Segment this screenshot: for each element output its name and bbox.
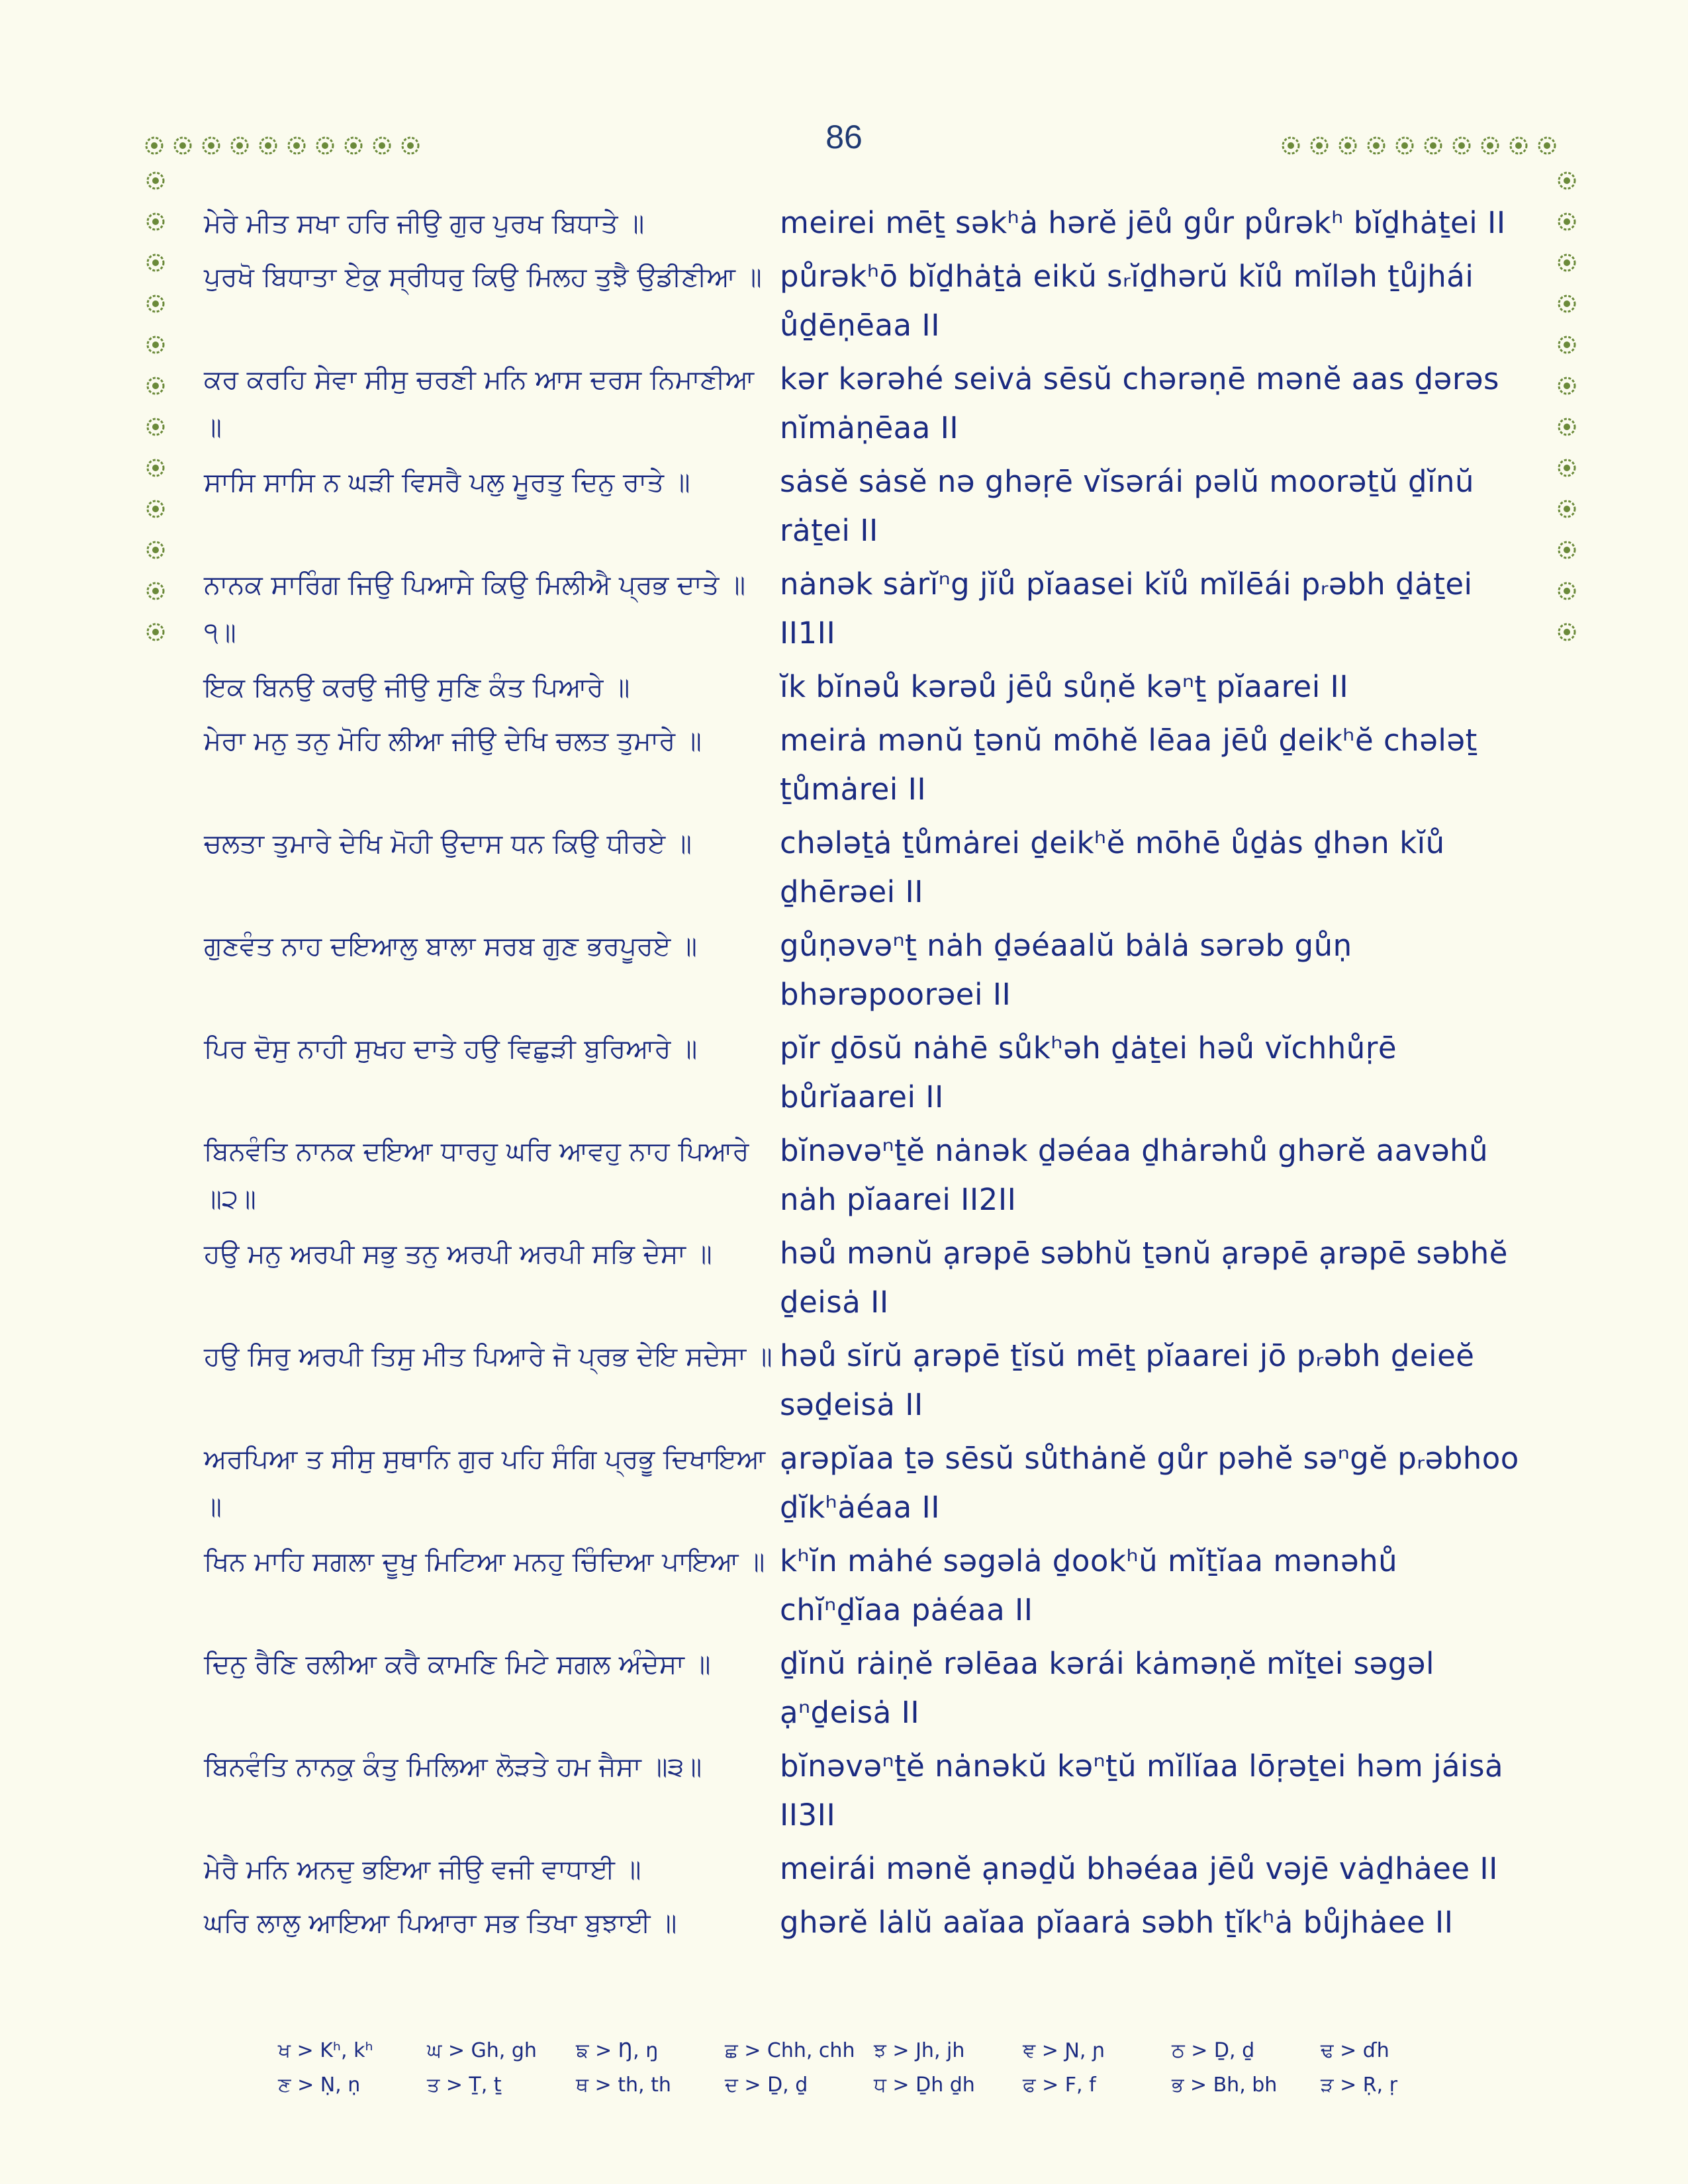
legend-item: ਘ > Gh, gh	[427, 2038, 537, 2062]
transliteration-line: ḏĭnŭ rȧiṇĕ rəlēaa kərái kȧməṇĕ mĭṯei səgəl ạⁿḏeisȧ II	[780, 1646, 1434, 1730]
page-number: 86	[825, 118, 863, 156]
transliteration-line: bĭnəvəⁿṯĕ nȧnəkŭ kəⁿṯŭ mĭlĭaa lōṛəṯei həm jáisȧ II3II	[780, 1749, 1504, 1833]
transliteration-line: bĭnəvəⁿṯĕ nȧnək ḏəéaa ḏhȧrəhů ghərĕ aavəhů nȧh pĭaarei II2II	[780, 1133, 1489, 1217]
legend-item: ਣ > Ṇ, ṇ	[278, 2073, 361, 2097]
flower-icon	[1366, 136, 1386, 156]
flower-icon	[1309, 136, 1329, 156]
legend-item: ਤ > Ṯ, ṯ	[427, 2073, 502, 2097]
verse-row	[204, 1639, 1521, 1737]
transliteration-line: sȧsĕ sȧsĕ nə ghəṛē vĭsərái pəlŭ moorəṯŭ ḏĭnŭ rȧṯei II	[780, 464, 1475, 548]
verse-row	[204, 1229, 1521, 1327]
flower-icon	[1557, 376, 1577, 396]
flower-icon	[146, 335, 165, 355]
flower-icon	[315, 136, 335, 156]
flower-icon	[1452, 136, 1472, 156]
flower-icon	[1557, 458, 1577, 478]
legend-item: ਝ > Jh, jh	[874, 2038, 965, 2062]
flower-icon	[146, 171, 165, 191]
verse-list	[204, 199, 1521, 1952]
verse-row	[204, 1126, 1521, 1224]
verse-row	[204, 355, 1521, 453]
flower-icon	[1557, 171, 1577, 191]
flower-icon	[1557, 294, 1577, 314]
flower-icon	[146, 540, 165, 560]
flower-icon	[1557, 212, 1577, 232]
flower-icon	[1557, 335, 1577, 355]
flower-icon	[1509, 136, 1528, 156]
gurmukhi-line: ਮੇਰਾ ਮਨੁ ਤਨੁ ਮੋਹਿ ਲੀਆ ਜੀਉ ਦੇਖਿ ਚਲਤ ਤੁਮਾਰੇ ॥	[204, 726, 702, 756]
verse-row	[204, 199, 1521, 248]
gurmukhi-line: ਦਿਨੁ ਰੈਣਿ ਰਲੀਆ ਕਰੈ ਕਾਮਣਿ ਮਿਟੇ ਸਗਲ ਅੰਦੇਸਾ ॥	[204, 1649, 711, 1680]
legend-item: ਥ > th, th	[576, 2073, 671, 2097]
transliteration-line: ạrəpĭaa ṯə sēsŭ sůthȧnĕ gůr pəhĕ səⁿgĕ pᵣəbhoo ḏĭkʰȧéaa II	[780, 1441, 1519, 1525]
verse-row	[204, 819, 1521, 917]
gurmukhi-line: ਪਿਰ ਦੋਸੁ ਨਾਹੀ ਸੁਖਹ ਦਾਤੇ ਹਉ ਵਿਛੁੜੀ ਬੁਰਿਆਰੇ ॥	[204, 1034, 698, 1064]
legend-item: ੜ > Ṛ, ṛ	[1321, 2073, 1398, 2097]
legend-row	[278, 2068, 1470, 2102]
legend-item: ਛ > Chh, chh	[725, 2038, 855, 2062]
legend-item: ਖ > Kʰ, kʰ	[278, 2038, 373, 2062]
flower-border-right	[1557, 171, 1577, 642]
verse-row	[204, 1844, 1521, 1893]
verse-row	[204, 921, 1521, 1019]
gurmukhi-line: ਕਰ ਕਰਹਿ ਸੇਵਾ ਸੀਸੁ ਚਰਣੀ ਮਨਿ ਆਸ ਦਰਸ ਨਿਮਾਣੀਆ ॥	[204, 365, 755, 443]
verse-row	[204, 716, 1521, 814]
transliteration-line: nȧnək sȧrĭⁿg jĭů pĭaasei kĭů mĭlēái pᵣəbh ḏȧṯei II1II	[780, 567, 1473, 651]
flower-icon	[144, 136, 164, 156]
gurmukhi-line: ਨਾਨਕ ਸਾਰਿੰਗ ਜਿਉ ਪਿਆਸੇ ਕਿਉ ਮਿਲੀਐ ਪ੍ਰਭ ਦਾਤੇ ॥੧॥	[204, 570, 746, 648]
legend-item: ਞ > Ɲ, ɲ	[1023, 2038, 1105, 2062]
flower-border-top-left	[144, 136, 420, 156]
transliteration-line: meirȧ mənŭ ṯənŭ mōhĕ lēaa jēů ḏeikʰĕ chələṯ ṯůmȧrei II	[780, 723, 1477, 807]
flower-icon	[372, 136, 392, 156]
flower-icon	[1537, 136, 1557, 156]
flower-icon	[1557, 253, 1577, 273]
legend-item: ਭ > Bh, bh	[1172, 2073, 1278, 2097]
verse-row	[204, 1742, 1521, 1840]
gurmukhi-line: ਸਾਸਿ ਸਾਸਿ ਨ ਘੜੀ ਵਿਸਰੈ ਪਲੁ ਮੂਰਤੁ ਦਿਨੁ ਰਾਤੇ ॥	[204, 467, 690, 498]
flower-icon	[1557, 581, 1577, 601]
verse-row	[204, 662, 1521, 711]
flower-icon	[1557, 540, 1577, 560]
verse-row	[204, 560, 1521, 658]
flower-icon	[173, 136, 193, 156]
gurmukhi-line: ਇਕ ਬਿਨਉ ਕਰਉ ਜੀਉ ਸੁਣਿ ਕੰਤ ਪਿਆਰੇ ॥	[204, 672, 630, 703]
legend-row	[278, 2033, 1470, 2068]
verse-row	[204, 1024, 1521, 1122]
legend-item: ਢ > ɗh	[1321, 2038, 1389, 2062]
gurmukhi-line: ਘਰਿ ਲਾਲੁ ਆਇਆ ਪਿਆਰਾ ਸਭ ਤਿਖਾ ਬੁਝਾਈ ॥	[204, 1908, 677, 1938]
transliteration-line: kʰĭn mȧhé səgəlȧ ḏookʰŭ mĭṯĭaa mənəhů chĭⁿḏĭaa pȧéaa II	[780, 1543, 1398, 1627]
transliteration-line: həů sĭrŭ ạrəpē ṯĭsŭ mēṯ pĭaarei jō pᵣəbh ḏeieĕ səḏeisȧ II	[780, 1338, 1475, 1422]
verse-row	[204, 457, 1521, 555]
flower-border-top-right	[1281, 136, 1557, 156]
gurmukhi-line: ਹਉ ਸਿਰੁ ਅਰਪੀ ਤਿਸੁ ਮੀਤ ਪਿਆਰੇ ਜੋ ਪ੍ਰਭ ਦੇਇ ਸਦੇਸਾ ॥	[204, 1342, 773, 1372]
flower-icon	[344, 136, 363, 156]
gurmukhi-line: ਮੇਰੇ ਮੀਤ ਸਖਾ ਹਰਿ ਜੀਉ ਗੁਰ ਪੁਰਖ ਬਿਧਾਤੇ ॥	[204, 208, 645, 239]
verse-row	[204, 1537, 1521, 1635]
flower-border-left	[146, 171, 165, 642]
transliteration-line: meirei mēṯ səkʰȧ hərĕ jēů gůr půrəkʰ bĭḏhȧṯei II	[780, 205, 1506, 240]
flower-icon	[1557, 499, 1577, 519]
gurmukhi-line: ਮੇਰੈ ਮਨਿ ਅਨਦੁ ਭਇਆ ਜੀਉ ਵਜੀ ਵਾਧਾਈ ॥	[204, 1854, 641, 1885]
flower-icon	[146, 253, 165, 273]
gurmukhi-line: ਹਉ ਮਨੁ ਅਰਪੀ ਸਭੁ ਤਨੁ ਅਰਪੀ ਅਰਪੀ ਸਭਿ ਦੇਸਾ ॥	[204, 1239, 712, 1269]
legend-item: ਫ > F, f	[1023, 2073, 1096, 2097]
verse-row	[204, 1332, 1521, 1430]
flower-icon	[146, 581, 165, 601]
verse-row	[204, 1898, 1521, 1947]
gurmukhi-line: ਅਰਪਿਆ ਤ ਸੀਸੁ ਸੁਥਾਨਿ ਗੁਰ ਪਹਿ ਸੰਗਿ ਪ੍ਰਭੂ ਦਿਖਾਇਆ ॥	[204, 1444, 766, 1522]
flower-icon	[146, 212, 165, 232]
transliteration-line: pĭr ḏōsŭ nȧhē sůkʰəh ḏȧṯei həů vĭchhůṛē bůrĭaarei II	[780, 1030, 1397, 1115]
transliteration-line: půrəkʰō bĭḏhȧṯȧ eikŭ sᵣĭḏhərŭ kĭů mĭləh ṯůjhái ůḏēṇēaa II	[780, 259, 1474, 343]
gurmukhi-line: ਗੁਣਵੰਤ ਨਾਹ ਦਇਆਲੁ ਬਾਲਾ ਸਰਬ ਗੁਣ ਭਰਪੂਰਏ ॥	[204, 931, 697, 962]
transliteration-line: həů mənŭ ạrəpē səbhŭ ṯənŭ ạrəpē ạrəpē səbhĕ ḏeisȧ II	[780, 1236, 1508, 1320]
transliteration-line: gůṇəvəⁿṯ nȧh ḏəéaalŭ bȧlȧ sərəb gůṇ bhərəpoorəei II	[780, 928, 1352, 1012]
legend-item: ਠ > Ḏ, ḏ	[1172, 2038, 1255, 2062]
flower-icon	[1338, 136, 1358, 156]
flower-icon	[1480, 136, 1500, 156]
gurmukhi-line: ਬਿਨਵੰਤਿ ਨਾਨਕੁ ਕੰਤੁ ਮਿਲਿਆ ਲੋੜਤੇ ਹਮ ਜੈਸਾ ॥੩॥	[204, 1752, 702, 1782]
verse-row	[204, 1434, 1521, 1532]
transliteration-legend	[278, 2033, 1470, 2102]
flower-icon	[258, 136, 278, 156]
legend-item: ਙ > Ŋ, ŋ	[576, 2038, 659, 2062]
gurmukhi-line: ਚਲਤਾ ਤੁਮਾਰੇ ਦੇਖਿ ਮੋਹੀ ਉਦਾਸ ਧਨ ਕਿਉ ਧੀਰਏ ॥	[204, 829, 692, 859]
legend-item: ਦ > Ḏ, ḏ	[725, 2073, 808, 2097]
flower-icon	[146, 294, 165, 314]
flower-icon	[1395, 136, 1415, 156]
flower-icon	[201, 136, 221, 156]
flower-icon	[400, 136, 420, 156]
flower-icon	[1281, 136, 1301, 156]
transliteration-line: ghərĕ lȧlŭ aaĭaa pĭaarȧ səbh ṯĭkʰȧ bůjhȧee II	[780, 1905, 1454, 1940]
flower-icon	[1423, 136, 1443, 156]
flower-icon	[1557, 622, 1577, 642]
transliteration-line: kər kərəhé seivȧ sēsŭ chərəṇē mənĕ aas ḏərəs nĭmȧṇēaa II	[780, 361, 1499, 445]
transliteration-line: ĭk bĭnəů kərəů jēů sůṇĕ kəⁿṯ pĭaarei II	[780, 669, 1349, 704]
transliteration-line: meirái mənĕ ạnəḏŭ bhəéaa jēů vəjē vȧḏhȧee II	[780, 1851, 1498, 1886]
flower-icon	[146, 458, 165, 478]
gurmukhi-line: ਬਿਨਵੰਤਿ ਨਾਨਕ ਦਇਆ ਧਾਰਹੁ ਘਰਿ ਆਵਹੁ ਨਾਹ ਪਿਆਰੇ ॥੨॥	[204, 1136, 749, 1214]
gurmukhi-line: ਖਿਨ ਮਾਹਿ ਸਗਲਾ ਦੂਖੁ ਮਿਟਿਆ ਮਨਹੁ ਚਿੰਦਿਆ ਪਾਇਆ ॥	[204, 1547, 765, 1577]
gurmukhi-line: ਪੁਰਖੋ ਬਿਧਾਤਾ ਏਕੁ ਸ੍ਰੀਧਰੁ ਕਿਉ ਮਿਲਹ ਤੁਝੈ ਉਡੀਣੀਆ ॥	[204, 262, 762, 293]
transliteration-line: chələṯȧ ṯůmȧrei ḏeikʰĕ mōhē ůḏȧs ḏhən kĭů ḏhērəei II	[780, 825, 1445, 909]
verse-row	[204, 252, 1521, 350]
flower-icon	[146, 499, 165, 519]
flower-icon	[230, 136, 250, 156]
flower-icon	[287, 136, 306, 156]
flower-icon	[146, 376, 165, 396]
flower-icon	[146, 622, 165, 642]
flower-icon	[1557, 417, 1577, 437]
legend-item: ਧ > Ḏh ḏh	[874, 2073, 975, 2097]
flower-icon	[146, 417, 165, 437]
